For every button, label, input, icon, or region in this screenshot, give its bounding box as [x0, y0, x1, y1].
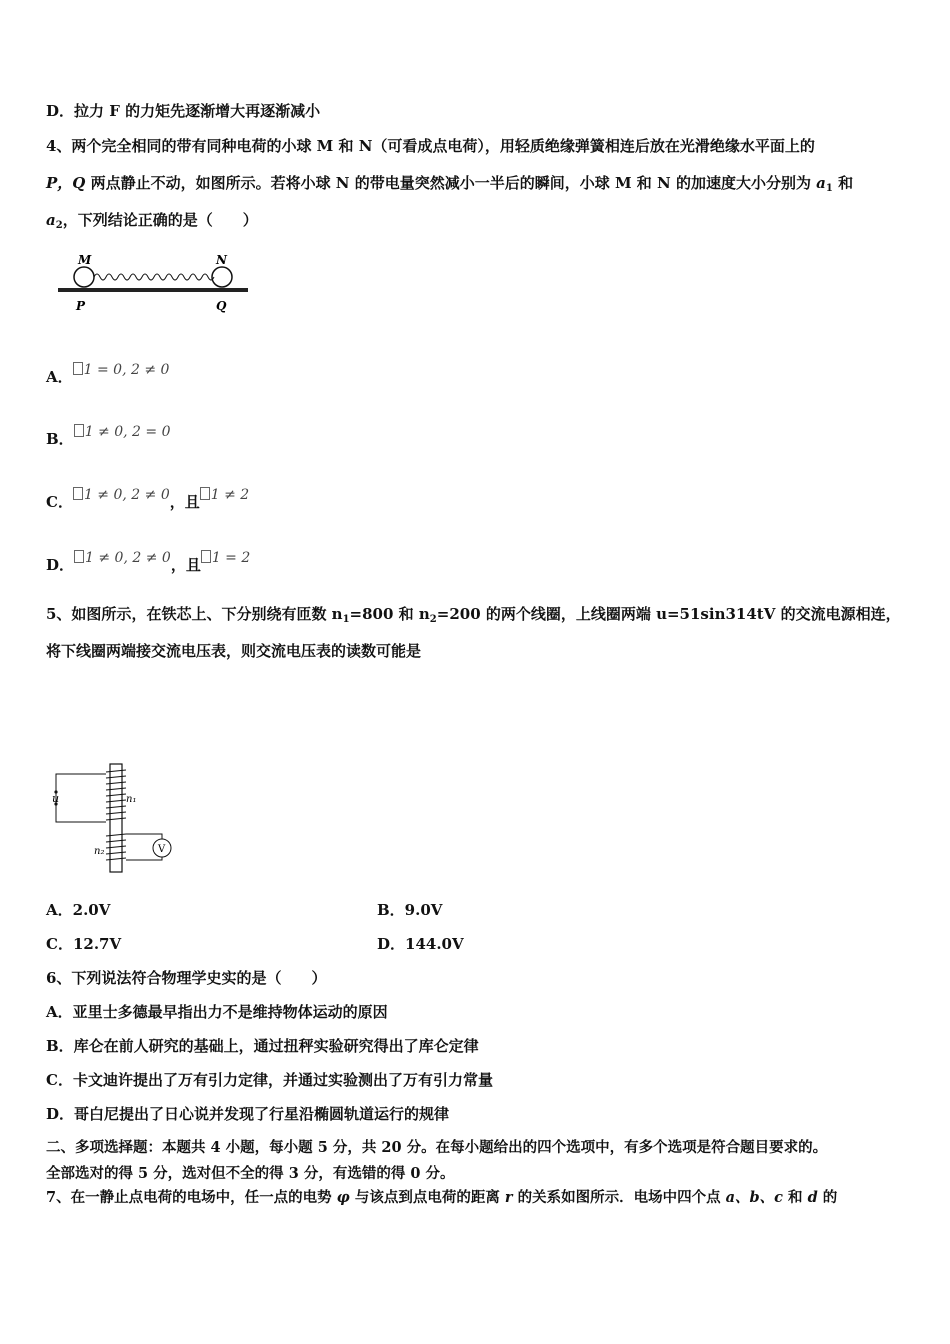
ground-surface	[58, 288, 248, 292]
label-n: N	[216, 253, 227, 267]
q4-option-d: D． 1 ≠ 0, 2 ≠ 0，且 1 = 2	[46, 550, 251, 574]
q4-stem-line3: $a_2$，下列结论正确的是（ ）	[46, 211, 258, 231]
iron-core	[110, 764, 122, 872]
q4-option-c: C． 1 ≠ 0, 2 ≠ 0，且 1 ≠ 2	[46, 487, 250, 511]
ball-n	[212, 267, 232, 287]
q4-stem-line1: 4、两个完全相同的带有同种电荷的小球 M 和 N（可看成点电荷），用轻质绝缘弹簧相连后放在光滑绝缘水平面上的	[46, 137, 815, 155]
primary-coil	[106, 770, 126, 820]
label-n2: n₂	[94, 846, 105, 857]
label-m: M	[78, 253, 92, 267]
q5-transformer-figure	[48, 762, 182, 874]
q4-option-a: A． 1 = 0, 2 ≠ 0	[46, 362, 170, 386]
label-q: Q	[216, 299, 227, 313]
q6-option-a: A．亚里士多德最早指出力不是维持物体运动的原因	[46, 1003, 388, 1021]
q5-option-b: B．9.0V	[377, 901, 443, 919]
label-p: P	[76, 299, 86, 313]
q6-stem: 6、下列说法符合物理学史实的是（ ）	[46, 969, 327, 987]
q5-option-a: A．2.0V	[46, 901, 111, 919]
q6-option-b: B．库仑在前人研究的基础上，通过扭秤实验研究得出了库仑定律	[46, 1037, 479, 1055]
ball-m	[74, 267, 94, 287]
q5-stem-line2: 将下线圈两端接交流电压表，则交流电压表的读数可能是	[46, 642, 422, 660]
section2-heading-line2: 全部选对的得 5 分，选对但不全的得 3 分，有选错的得 0 分。	[46, 1165, 455, 1182]
q4-option-b: B． 1 ≠ 0, 2 = 0	[46, 424, 171, 448]
q5-stem-line1: 5、如图所示，在铁芯上、下分别绕有匝数 $n_1=800$ 和 $n_2=200$ 的两个线圈，上线圈两端 u=51sin314tV 的交流电源相连，	[46, 605, 901, 625]
q5-option-d: D．144.0V	[377, 935, 464, 953]
q4-stem-line2: P，Q 两点静止不动，如图所示。若将小球 N 的带电量突然减小一半后的瞬间，小球 M 和 N 的加速度大小分别为 $a_1$ 和	[46, 174, 854, 194]
section2-heading-line1: 二、多项选择题：本题共 4 小题，每小题 5 分，共 20 分。在每小题给出的四个选项中，有多个选项是符合题目要求的。	[46, 1139, 828, 1156]
secondary-wire-top	[126, 834, 162, 840]
q7-stem-line1: 7、在一静止点电荷的电场中，任一点的电势 φ 与该点到点电荷的距离 r 的关系如图所示．电场中四个点 a、b、c 和 d 的	[46, 1189, 838, 1206]
q4-spring-figure	[56, 250, 252, 316]
q6-option-d: D．哥白尼提出了日心说并发现了行星沿椭圆轨道运行的规律	[46, 1105, 450, 1123]
q3-option-d: D．拉力 F 的力矩先逐渐增大再逐渐减小	[46, 102, 321, 120]
secondary-wire-bottom	[126, 856, 162, 860]
q6-option-c: C．卡文迪许提出了万有引力定律，并通过实验测出了万有引力常量	[46, 1071, 493, 1089]
primary-circuit-wire	[56, 774, 106, 822]
voltmeter-label: V	[158, 844, 166, 855]
spring	[94, 274, 214, 280]
q5-option-c: C．12.7V	[46, 935, 122, 953]
label-u: u	[52, 792, 60, 805]
label-n1: n₁	[126, 794, 137, 805]
